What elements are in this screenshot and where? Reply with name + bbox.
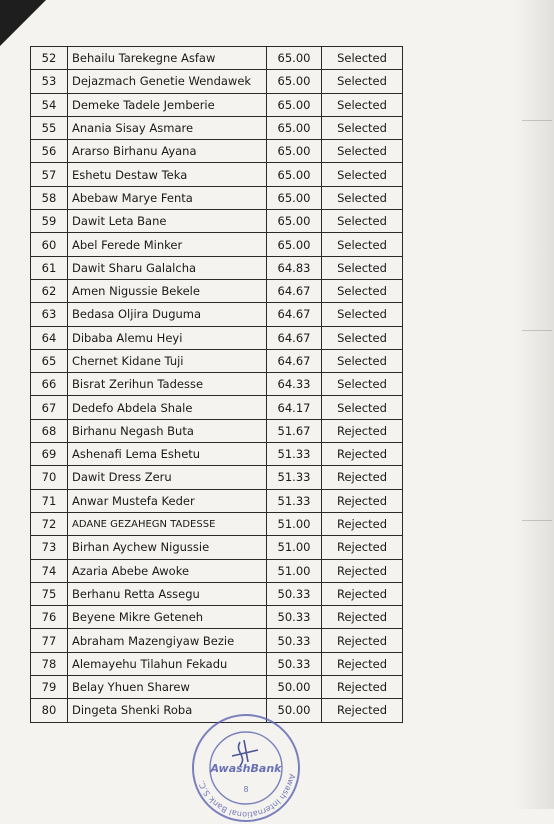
table-row	[31, 116, 403, 139]
status-value: Selected	[322, 93, 403, 116]
table-row	[31, 186, 403, 209]
status-value: Selected	[322, 256, 403, 279]
score-value: 50.33	[267, 629, 322, 652]
row-number: 52	[31, 47, 68, 70]
applicant-name: Bedasa Oljira Duguma	[68, 303, 267, 326]
status-value: Rejected	[322, 629, 403, 652]
table-row	[31, 233, 403, 256]
applicant-name: ADANE GEZAHEGN TADESSE	[68, 512, 267, 535]
row-number: 72	[31, 512, 68, 535]
applicant-name: Dawit Leta Bane	[68, 210, 267, 233]
stamp-number: 8	[243, 785, 249, 794]
row-number: 79	[31, 676, 68, 699]
bleed-through-line	[522, 520, 552, 521]
status-value: Selected	[322, 116, 403, 139]
row-number: 77	[31, 629, 68, 652]
row-number: 71	[31, 489, 68, 512]
table-row	[31, 559, 403, 582]
applicant-name: Beyene Mikre Geteneh	[68, 606, 267, 629]
table-row	[31, 396, 403, 419]
applicant-name: Eshetu Destaw Teka	[68, 163, 267, 186]
score-value: 50.33	[267, 606, 322, 629]
results-table-body	[31, 47, 403, 723]
page-edge-shadow	[514, 0, 554, 809]
row-number: 70	[31, 466, 68, 489]
score-value: 65.00	[267, 47, 322, 70]
row-number: 58	[31, 186, 68, 209]
row-number: 66	[31, 373, 68, 396]
applicant-name: Berhanu Retta Assegu	[68, 582, 267, 605]
table-row	[31, 93, 403, 116]
score-value: 65.00	[267, 210, 322, 233]
table-row	[31, 210, 403, 233]
row-number: 73	[31, 536, 68, 559]
status-value: Selected	[322, 349, 403, 372]
row-number: 78	[31, 652, 68, 675]
score-value: 51.33	[267, 443, 322, 466]
table-row	[31, 140, 403, 163]
status-value: Selected	[322, 47, 403, 70]
applicant-name: Belay Yhuen Sharew	[68, 676, 267, 699]
score-value: 65.00	[267, 233, 322, 256]
table-row	[31, 512, 403, 535]
table-row	[31, 326, 403, 349]
applicant-name: Abel Ferede Minker	[68, 233, 267, 256]
score-value: 51.67	[267, 419, 322, 442]
status-value: Selected	[322, 326, 403, 349]
status-value: Rejected	[322, 489, 403, 512]
table-row	[31, 303, 403, 326]
table-row	[31, 163, 403, 186]
table-row	[31, 652, 403, 675]
table-row	[31, 606, 403, 629]
applicant-name: Dedefo Abdela Shale	[68, 396, 267, 419]
score-value: 51.00	[267, 536, 322, 559]
row-number: 53	[31, 70, 68, 93]
row-number: 54	[31, 93, 68, 116]
applicant-name: Birhan Aychew Nigussie	[68, 536, 267, 559]
applicant-name: Azaria Abebe Awoke	[68, 559, 267, 582]
status-value: Selected	[322, 279, 403, 302]
applicant-name: Ashenafi Lema Eshetu	[68, 443, 267, 466]
table-row	[31, 466, 403, 489]
row-number: 59	[31, 210, 68, 233]
status-value: Rejected	[322, 606, 403, 629]
row-number: 61	[31, 256, 68, 279]
applicant-name: Dingeta Shenki Roba	[68, 699, 267, 722]
applicant-name: Dawit Sharu Galalcha	[68, 256, 267, 279]
applicant-name: Anwar Mustefa Keder	[68, 489, 267, 512]
table-row	[31, 443, 403, 466]
applicant-name: Chernet Kidane Tuji	[68, 349, 267, 372]
table-row	[31, 629, 403, 652]
score-value: 64.67	[267, 279, 322, 302]
status-value: Rejected	[322, 443, 403, 466]
status-value: Selected	[322, 303, 403, 326]
score-value: 64.33	[267, 373, 322, 396]
row-number: 56	[31, 140, 68, 163]
score-value: 64.67	[267, 303, 322, 326]
applicant-name: Dibaba Alemu Heyi	[68, 326, 267, 349]
status-value: Selected	[322, 373, 403, 396]
folded-corner	[0, 0, 46, 46]
table-row	[31, 279, 403, 302]
score-value: 51.00	[267, 512, 322, 535]
row-number: 55	[31, 116, 68, 139]
status-value: Selected	[322, 186, 403, 209]
applicant-name: Ararso Birhanu Ayana	[68, 140, 267, 163]
row-number: 65	[31, 349, 68, 372]
table-row	[31, 47, 403, 70]
applicant-name: Anania Sisay Asmare	[68, 116, 267, 139]
bleed-through-line	[522, 120, 552, 121]
status-value: Rejected	[322, 559, 403, 582]
status-value: Selected	[322, 210, 403, 233]
row-number: 69	[31, 443, 68, 466]
score-value: 65.00	[267, 70, 322, 93]
row-number: 80	[31, 699, 68, 722]
status-value: Selected	[322, 70, 403, 93]
score-value: 51.00	[267, 559, 322, 582]
row-number: 64	[31, 326, 68, 349]
status-value: Rejected	[322, 512, 403, 535]
row-number: 76	[31, 606, 68, 629]
status-value: Rejected	[322, 466, 403, 489]
status-value: Selected	[322, 163, 403, 186]
status-value: Rejected	[322, 652, 403, 675]
row-number: 68	[31, 419, 68, 442]
score-value: 50.00	[267, 699, 322, 722]
status-value: Rejected	[322, 536, 403, 559]
row-number: 75	[31, 582, 68, 605]
score-value: 65.00	[267, 93, 322, 116]
score-value: 51.33	[267, 489, 322, 512]
applicant-name: Dawit Dress Zeru	[68, 466, 267, 489]
status-value: Selected	[322, 396, 403, 419]
row-number: 63	[31, 303, 68, 326]
applicant-name: Alemayehu Tilahun Fekadu	[68, 652, 267, 675]
bleed-through-line	[522, 330, 552, 331]
table-row	[31, 489, 403, 512]
row-number: 57	[31, 163, 68, 186]
row-number: 74	[31, 559, 68, 582]
awash-bank-stamp	[190, 712, 302, 824]
score-value: 50.00	[267, 676, 322, 699]
score-value: 65.00	[267, 116, 322, 139]
row-number: 62	[31, 279, 68, 302]
stamp-brand-text: AwashBank	[210, 762, 282, 775]
score-value: 64.83	[267, 256, 322, 279]
applicant-name: Behailu Tarekegne Asfaw	[68, 47, 267, 70]
applicant-name: Dejazmach Genetie Wendawek	[68, 70, 267, 93]
status-value: Selected	[322, 140, 403, 163]
table-row	[31, 419, 403, 442]
status-value: Rejected	[322, 582, 403, 605]
table-row	[31, 536, 403, 559]
applicant-name: Abraham Mazengiyaw Bezie	[68, 629, 267, 652]
table-row	[31, 256, 403, 279]
table-row	[31, 373, 403, 396]
table-row	[31, 349, 403, 372]
applicant-name: Amen Nigussie Bekele	[68, 279, 267, 302]
applicant-name: Abebaw Marye Fenta	[68, 186, 267, 209]
stamp-ring-text: Awash International Bank S.C.	[196, 773, 297, 820]
results-table	[30, 46, 403, 723]
score-value: 65.00	[267, 163, 322, 186]
table-row	[31, 582, 403, 605]
score-value: 64.67	[267, 326, 322, 349]
score-value: 64.17	[267, 396, 322, 419]
score-value: 64.67	[267, 349, 322, 372]
row-number: 60	[31, 233, 68, 256]
status-value: Rejected	[322, 419, 403, 442]
table-row	[31, 70, 403, 93]
applicant-name: Bisrat Zerihun Tadesse	[68, 373, 267, 396]
table-row	[31, 676, 403, 699]
applicant-name: Demeke Tadele Jemberie	[68, 93, 267, 116]
score-value: 65.00	[267, 140, 322, 163]
score-value: 51.33	[267, 466, 322, 489]
applicant-name: Birhanu Negash Buta	[68, 419, 267, 442]
status-value: Selected	[322, 233, 403, 256]
status-value: Rejected	[322, 699, 403, 722]
score-value: 65.00	[267, 186, 322, 209]
row-number: 67	[31, 396, 68, 419]
score-value: 50.33	[267, 652, 322, 675]
score-value: 50.33	[267, 582, 322, 605]
status-value: Rejected	[322, 676, 403, 699]
